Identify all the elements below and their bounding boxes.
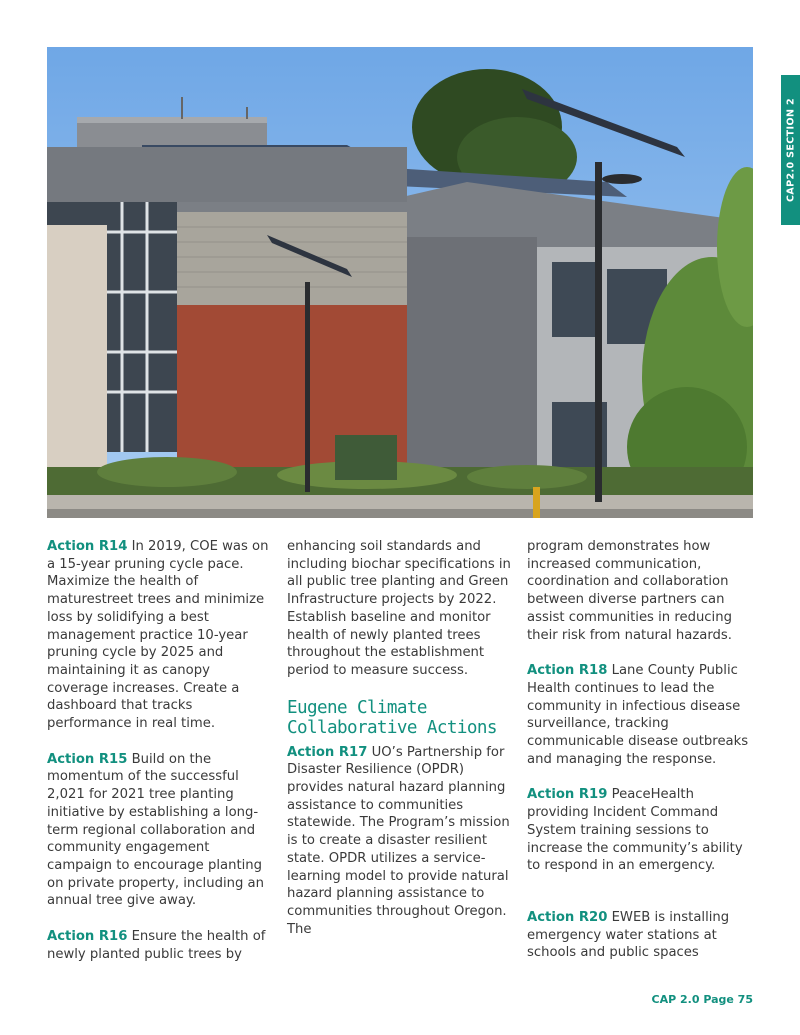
text-column-3 — [527, 538, 751, 980]
action-r15-paragraph — [47, 751, 271, 910]
action-text: UO’s Partnership for Disaster Resilience (OPDR) provides natural hazard planning assistance to communities statewide. The Program’s mission is to create a disaster resilient state. OPDR utilizes a service-learning model to provide natural hazard planning assistance to communities throughout Oregon. The — [287, 744, 510, 937]
action-r20-paragraph — [527, 909, 751, 962]
building-photo — [47, 47, 753, 518]
action-text: In 2019, COE was on a 15-year pruning cycle pace. Maximize the health of maturestreet trees and minimize loss by solidifying a best management practice 10-year pruning cycle by 2025 and maintaining it as canopy coverage increases. Create a dashboard that tracks performance in real time. — [47, 539, 269, 732]
action-text: Lane County Public Health continues to lead the community in infectious disease surveillance, tracking communicable disease outbreaks and managing the response. — [527, 663, 749, 767]
action-label: Action R18 — [527, 663, 608, 679]
action-label: Action R14 — [47, 539, 128, 554]
action-r18-paragraph — [527, 662, 751, 768]
action-text: Ensure the health of newly planted public trees by — [47, 929, 266, 962]
action-text: PeaceHealth providing Incident Command System training sessions to increase the community’s ability to respond in an emergency. — [527, 787, 743, 874]
action-text: EWEB is installing emergency water stations at schools and public spaces — [527, 909, 730, 961]
section-heading: Eugene Climate Collaborative Actions — [287, 697, 497, 738]
section-tab-label: CAP2.0 SECTION 2 — [785, 97, 796, 203]
continuation-paragraph: program demonstrates how increased communication, coordination and collaboration between diverse partners can assist communities in reducing their risk from natural hazards. — [527, 539, 732, 643]
action-r16-paragraph — [47, 928, 271, 963]
action-r19-paragraph — [527, 786, 751, 875]
page-number-footer: CAP 2.0 Page 75 — [651, 993, 753, 1006]
action-text: Build on the momentum of the successful 2,021 for 2021 tree planting initiative by establishing a long-term regional collaboration and community engagement campaign to encourage planting on private property, including an annual tree give away. — [47, 751, 264, 909]
action-label: Action R15 — [47, 751, 128, 767]
continuation-paragraph: enhancing soil standards and including biochar specifications in all public tree planting and Green Infrastructure projects by 2022. Establish baseline and monitor health of newly planted trees throughout the establishment period to measure success. — [287, 539, 511, 678]
action-r17-paragraph — [287, 744, 511, 939]
action-label: Action R17 — [287, 744, 368, 760]
section-side-tab — [781, 75, 800, 225]
action-label: Action R19 — [527, 787, 608, 803]
text-column-2 — [287, 538, 511, 956]
text-column-1 — [47, 538, 271, 981]
action-label: Action R16 — [47, 929, 128, 945]
action-r14-paragraph — [47, 538, 271, 733]
action-label: Action R20 — [527, 909, 608, 925]
